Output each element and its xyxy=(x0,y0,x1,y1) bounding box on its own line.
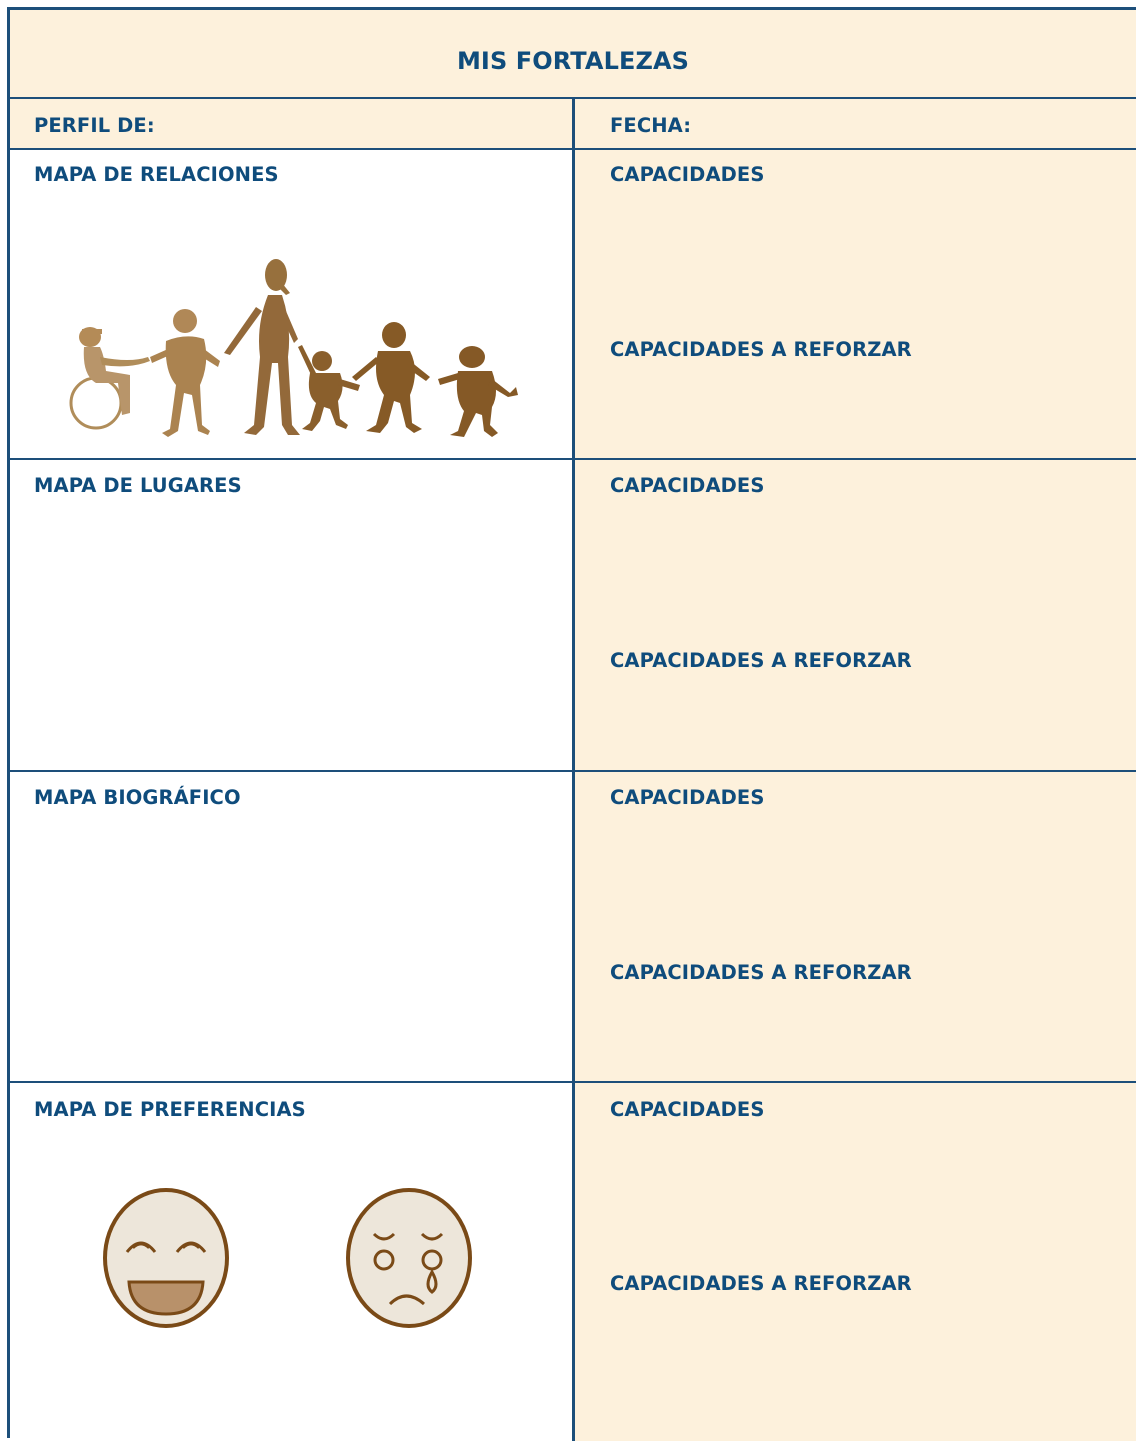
row-divider xyxy=(572,150,575,458)
header-divider xyxy=(572,99,575,148)
row-divider xyxy=(572,1083,575,1441)
strengths-form xyxy=(7,7,1136,1438)
capacities-to-reinforce-label: CAPACIDADES A REFORZAR xyxy=(610,338,912,361)
map-cell-preferences[interactable] xyxy=(10,1083,572,1441)
form-title: MIS FORTALEZAS xyxy=(456,47,690,75)
capacities-label: CAPACIDADES xyxy=(610,163,765,186)
capacities-cell-relations[interactable] xyxy=(575,150,1136,458)
map-cell-places[interactable] xyxy=(10,460,572,770)
capacities-to-reinforce-label: CAPACIDADES A REFORZAR xyxy=(610,649,912,672)
happy-face-icon xyxy=(101,1186,231,1330)
people-holding-hands-illustration xyxy=(60,245,520,445)
capacities-cell-preferences[interactable] xyxy=(575,1083,1136,1441)
map-label: MAPA BIOGRÁFICO xyxy=(34,786,241,809)
capacities-cell-places[interactable] xyxy=(575,460,1136,770)
capacities-label: CAPACIDADES xyxy=(610,786,765,809)
map-cell-biographic[interactable] xyxy=(10,772,572,1081)
capacities-cell-biographic[interactable] xyxy=(575,772,1136,1081)
capacities-label: CAPACIDADES xyxy=(610,474,765,497)
capacities-to-reinforce-label: CAPACIDADES A REFORZAR xyxy=(610,1272,912,1295)
profile-label: PERFIL DE: xyxy=(34,114,155,137)
capacities-label: CAPACIDADES xyxy=(610,1098,765,1121)
map-label: MAPA DE RELACIONES xyxy=(34,163,279,186)
date-label: FECHA: xyxy=(610,114,692,137)
map-cell-relations[interactable] xyxy=(10,150,572,458)
row-divider xyxy=(572,460,575,770)
map-label: MAPA DE PREFERENCIAS xyxy=(34,1098,306,1121)
title-row xyxy=(10,10,1136,99)
row-divider xyxy=(572,772,575,1081)
sad-face-icon xyxy=(344,1186,474,1330)
capacities-to-reinforce-label: CAPACIDADES A REFORZAR xyxy=(610,961,912,984)
map-label: MAPA DE LUGARES xyxy=(34,474,242,497)
